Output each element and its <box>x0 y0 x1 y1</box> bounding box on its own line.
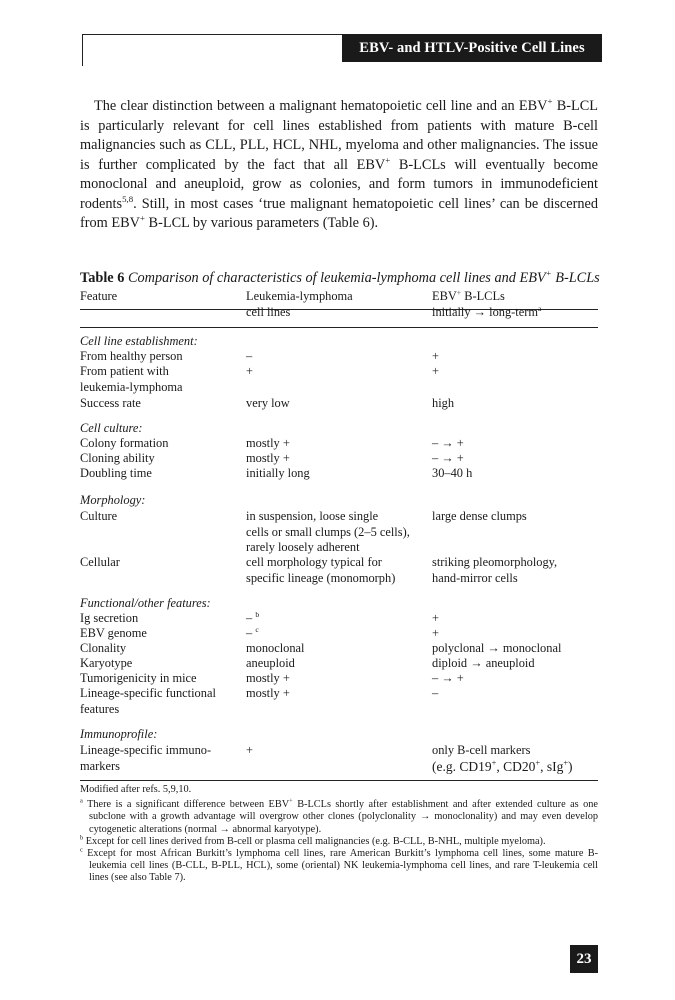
row-ebvg-ebv: + <box>432 626 439 640</box>
footnote-source: Modified after refs. 5,9,10. <box>80 784 192 795</box>
row-ig-feature: Ig secretion <box>80 611 139 625</box>
row-colony-feature: Colony formation <box>80 436 169 450</box>
row-success-ll: very low <box>246 396 290 410</box>
row-patient-feature: From patient with leukemia-lymphoma <box>80 364 183 394</box>
section-establishment: Cell line establishment: <box>80 334 198 348</box>
footnotes <box>80 784 598 885</box>
footnote-a: $^a$ There is a significant difference between EBV+ B-LCLs shortly after establishment and after extended culture as one subclone with a growth advantage will overgrow other clones (polyclonality → monoclonality) and may even develop cytogenetic alterations (normal → abnormal karyotype). <box>80 797 598 835</box>
row-lineage-ebv: – <box>432 686 439 700</box>
page-number: 23 <box>570 945 598 973</box>
col-header-feature: Feature <box>80 289 118 303</box>
row-success-ebv: high <box>432 396 455 410</box>
row-ebvg-ll: – $^c$ <box>246 624 259 640</box>
row-lineage-ll: mostly + <box>246 686 290 700</box>
body-paragraph: The clear distinction between a malignant hematopoietic cell line and an EBV+ B-LCL is particularly relevant for cell lines established from patients with mature B-cell malignancies such as CLL, PLL, HCL, NHL, myeloma and other malignancies. The issue is further complicated by the fact that all EBV+ B-LCLs will eventually become monoclonal and aneuploid, grow as colonies, and form tumors in immunodeficient rodents$^{5,8}$. Still, in most cases ‘true malignant hematopoietic cell lines’ can be discerned from EBV+ B-LCL by various parameters (Table 6). <box>80 96 599 231</box>
row-karyotype-ebv: diploid → aneuploid <box>432 656 535 670</box>
section-immunoprofile: Immunoprofile: <box>80 727 158 741</box>
row-colony-ebv: – → + <box>432 436 464 450</box>
row-ig-ebv: + <box>432 611 439 625</box>
row-markers-ll: + <box>246 743 253 757</box>
row-cloning-ll: mostly + <box>246 451 290 465</box>
row-doubling-ebv: 30–40 h <box>432 466 473 480</box>
footnote-c: $^c$ Except for most African Burkitt’s lymphoma cell lines, rare American Burkitt’s lymphoma cell lines, some mature B-leukemia cell lines (B-CLL, B-PLL, HCL), some (oriental) NK leukemia-lymphoma cell lines, and rare T-leukemia cell lines (see also Table 7). <box>80 846 598 884</box>
row-ig-ll: – $^b$ <box>246 609 260 625</box>
row-cellular-feature: Cellular <box>80 555 120 569</box>
row-cellular-ll: cell morphology typical for specific lineage (monomorph) <box>246 555 396 585</box>
footnote-b: $^b$ Except for cell lines derived from B-cell or plasma cell malignancies (e.g. B-CLL, B-NHL, multiple myeloma). <box>80 834 546 847</box>
section-morphology: Morphology: <box>80 493 146 507</box>
row-markers-feature: Lineage-specific immuno- markers <box>80 743 212 773</box>
row-culture-ebv: large dense clumps <box>432 509 527 523</box>
row-ebvg-feature: EBV genome <box>80 626 147 640</box>
row-tumor-feature: Tumorigenicity in mice <box>80 671 197 685</box>
row-clonality-ebv: polyclonal → monoclonal <box>432 641 562 655</box>
row-lineage-feature: Lineage-specific functional features <box>80 686 216 716</box>
row-cloning-feature: Cloning ability <box>80 451 155 465</box>
row-tumor-ll: mostly + <box>246 671 290 685</box>
row-healthy-ll: – <box>246 349 253 363</box>
row-clonality-feature: Clonality <box>80 641 127 655</box>
row-healthy-feature: From healthy person <box>80 349 183 363</box>
row-patient-ll: + <box>246 364 253 378</box>
row-karyotype-ll: aneuploid <box>246 656 295 670</box>
row-doubling-ll: initially long <box>246 466 310 480</box>
row-culture-ll: in suspension, loose single cells or small clumps (2–5 cells), rarely loosely adherent <box>246 509 410 554</box>
row-healthy-ebv: + <box>432 349 439 363</box>
table-caption: Table 6 Comparison of characteristics of leukemia-lymphoma cell lines and EBV+ B-LCLs <box>80 268 600 286</box>
row-culture-feature: Culture <box>80 509 118 523</box>
row-clonality-ll: monoclonal <box>246 641 305 655</box>
row-cellular-ebv: striking pleomorphology, hand-mirror cells <box>432 555 558 585</box>
running-title: EBV- and HTLV-Positive Cell Lines <box>342 34 602 62</box>
col-header-ebv: EBV+ B-LCLs initially → long-term$^a$ <box>432 287 542 319</box>
row-doubling-feature: Doubling time <box>80 466 152 480</box>
row-cloning-ebv: – → + <box>432 451 464 465</box>
col-header-leukemia: Leukemia-lymphoma cell lines <box>246 289 353 319</box>
row-colony-ll: mostly + <box>246 436 290 450</box>
section-functional: Functional/other features: <box>80 596 211 610</box>
row-tumor-ebv: – → + <box>432 671 464 685</box>
section-culture: Cell culture: <box>80 421 143 435</box>
row-success-feature: Success rate <box>80 396 141 410</box>
row-karyotype-feature: Karyotype <box>80 656 133 670</box>
row-patient-ebv: + <box>432 364 439 378</box>
row-markers-ebv: only B-cell markers (e.g. CD19+, CD20+, sIg+) <box>432 743 573 774</box>
table-label: Table 6 <box>80 270 125 286</box>
